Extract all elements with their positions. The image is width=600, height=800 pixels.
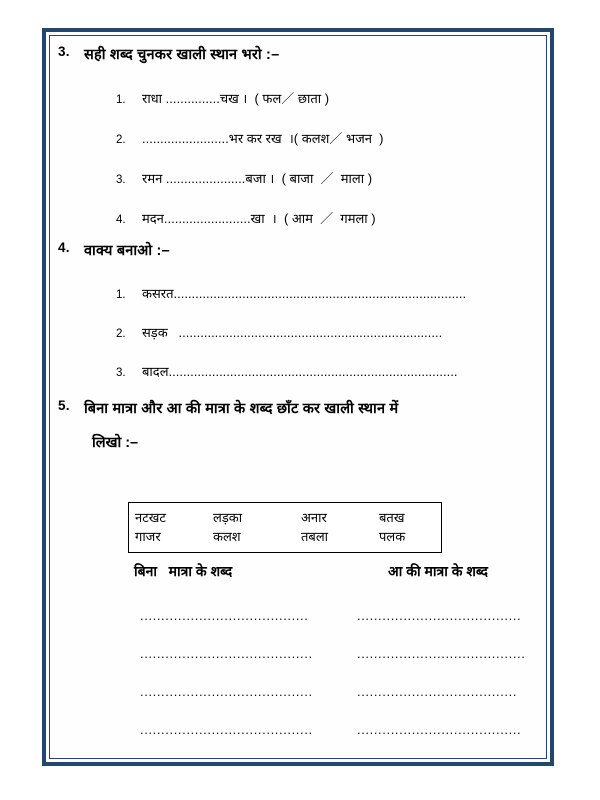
answer-line-row: [50, 608, 546, 646]
question-4-heading: [50, 240, 546, 260]
word-bank-word: नटखट: [135, 510, 166, 525]
worksheet-border-frame: [42, 28, 554, 766]
question-3-item-1-text[interactable]: राधा ...............चख । ( फल／ छाता ): [142, 91, 330, 106]
question-3-number: 3.: [58, 44, 70, 59]
question-4-item-1-number: 1.: [116, 289, 126, 301]
question-4-item-1-text[interactable]: कसरत.................................................................................: [142, 286, 467, 301]
answer-blank-left[interactable]: ........................................: [140, 608, 309, 623]
question-3-item-4-text[interactable]: मदन........................खा । ( आम ／ गमला ): [142, 211, 376, 226]
question-3-title: सही शब्द चुनकर खाली स्थान भरो :–: [84, 47, 280, 63]
worksheet-inner-frame: [49, 35, 547, 759]
question-5-title-line2: लिखो :–: [92, 435, 139, 451]
question-3-item-2-text[interactable]: ........................भर कर रख ।( कलश／ भजन ): [142, 131, 384, 146]
word-bank-word: बतख: [379, 510, 405, 525]
question-3-item-1: [50, 88, 546, 107]
question-3-item-4-number: 4.: [116, 214, 126, 226]
question-3-item-1-number: 1.: [116, 94, 126, 106]
question-4-item-3: [50, 362, 546, 380]
answer-blank-right[interactable]: .......................................: [357, 608, 522, 623]
question-4-item-1: [50, 284, 546, 302]
word-bank-word: अनार: [301, 510, 327, 525]
answer-blank-left[interactable]: .........................................: [140, 646, 313, 661]
word-bank-word: पलक: [379, 529, 406, 544]
question-3-item-3-number: 3.: [116, 174, 126, 186]
word-bank-box: [128, 502, 442, 553]
worksheet-content: [50, 36, 546, 758]
question-4-number: 4.: [58, 240, 70, 255]
answer-line-row: [50, 684, 546, 722]
word-bank-row: [129, 508, 441, 527]
question-5-block: [50, 398, 546, 452]
answer-blank-left[interactable]: .........................................: [140, 684, 313, 699]
answer-lines-grid: [50, 608, 546, 759]
answer-blank-right[interactable]: ......................................: [357, 684, 518, 699]
word-bank-row: [129, 527, 441, 546]
question-4-item-2: [50, 323, 546, 341]
question-3-item-3: [50, 168, 546, 187]
question-3-block: [50, 44, 546, 227]
question-3-item-2-number: 2.: [116, 134, 126, 146]
answer-blank-left[interactable]: .........................................: [140, 722, 313, 737]
answer-header-left: बिना मात्रा के शब्द: [134, 563, 233, 579]
answer-line-row: [50, 722, 546, 759]
question-3-heading: [50, 44, 546, 64]
question-3-item-2: [50, 128, 546, 147]
question-4-block: [50, 240, 546, 380]
word-bank-word: कलश: [213, 529, 241, 544]
answer-line-row: [50, 646, 546, 684]
question-3-item-3-text[interactable]: रमन ......................बजा । ( बाजा ／ माला ): [142, 171, 373, 186]
word-bank-word: गाजर: [135, 529, 161, 544]
question-4-title: वाक्य बनाओ :–: [84, 243, 170, 259]
word-bank-word: लड़का: [213, 510, 243, 525]
question-3-item-4: [50, 208, 546, 227]
answer-blank-right[interactable]: .......................................: [357, 722, 522, 737]
answer-header-right: आ की मात्रा के शब्द: [388, 563, 488, 579]
word-bank-word: तबला: [301, 529, 329, 544]
question-4-item-3-text[interactable]: बादल................................................................................: [142, 364, 458, 379]
question-4-item-3-number: 3.: [116, 367, 126, 379]
question-5-heading: [50, 398, 546, 418]
question-4-item-2-number: 2.: [116, 328, 126, 340]
question-5-title: बिना मात्रा और आ की मात्रा के शब्द छाँट कर खाली स्थान में: [84, 401, 399, 417]
answer-blank-right[interactable]: ........................................: [357, 646, 526, 661]
question-4-item-2-text[interactable]: सड़क .........................................................................: [142, 325, 443, 340]
question-5-number: 5.: [58, 398, 70, 413]
